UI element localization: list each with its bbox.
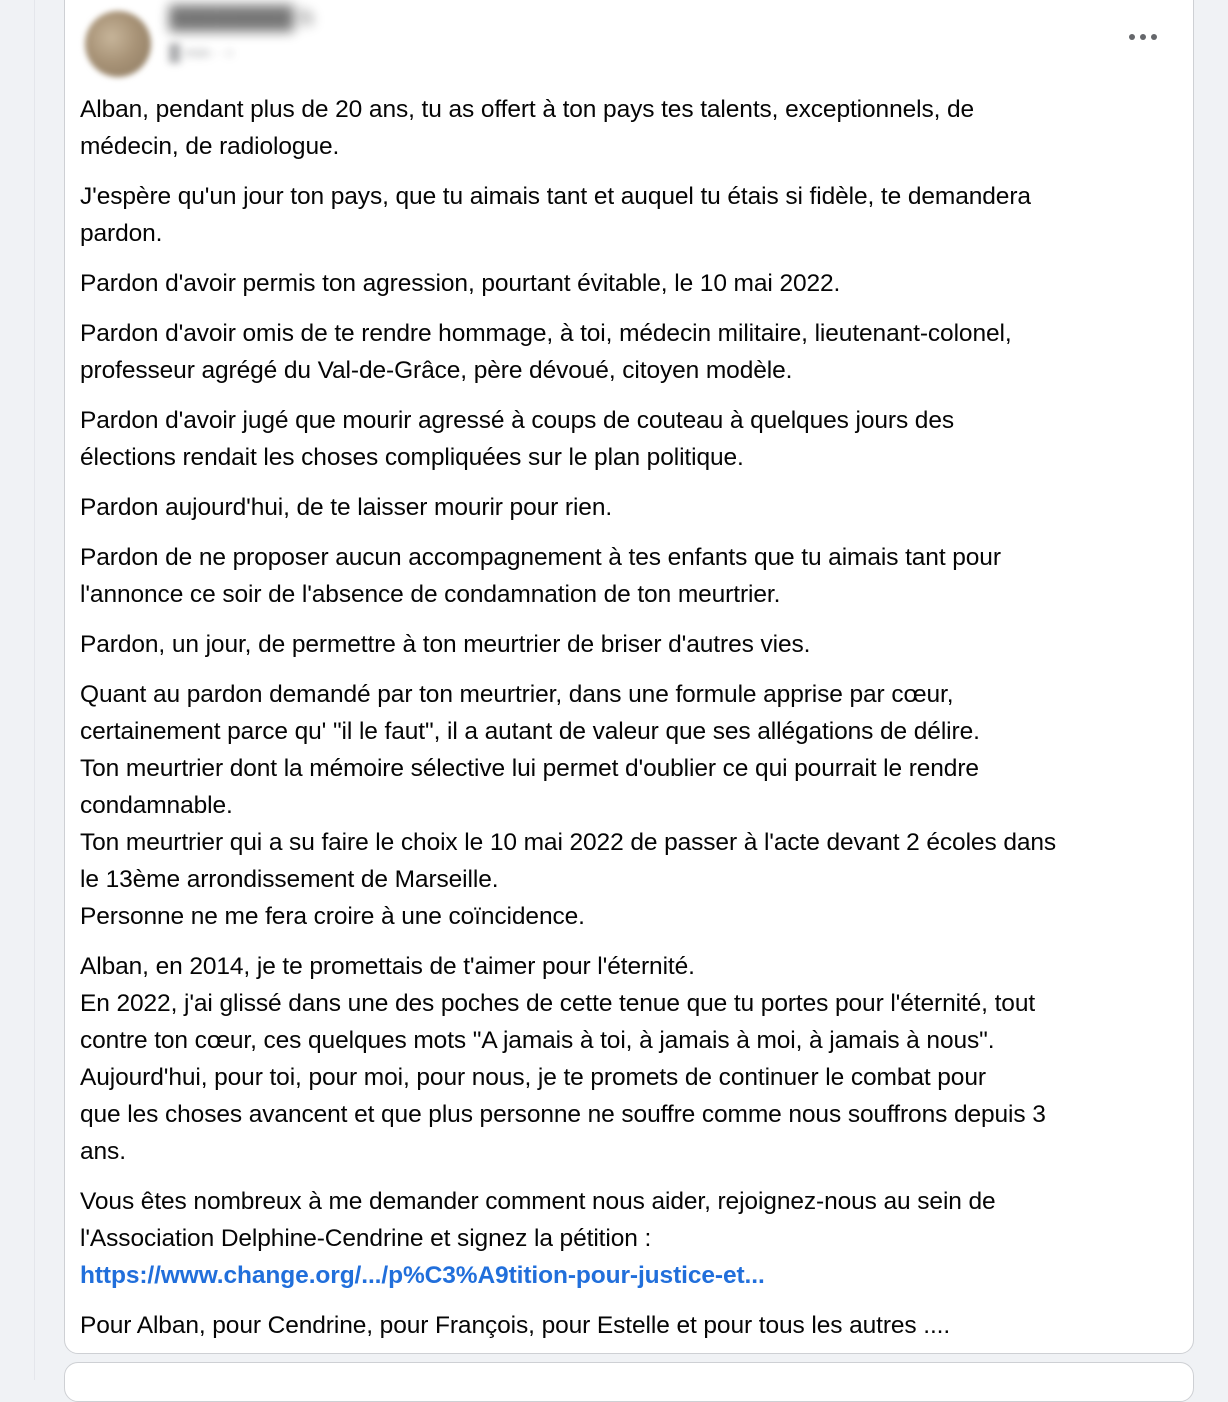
- post-paragraph: [80, 402, 1180, 476]
- paragraph-line: professeur agrégé du Val-de-Grâce, père dévoué, citoyen modèle.: [80, 357, 793, 384]
- author-name[interactable]: ████████ h: [169, 5, 314, 30]
- paragraph-line: Personne ne me fera croire à une coïncidence.: [80, 903, 585, 930]
- post-paragraph: [80, 315, 1180, 389]
- paragraph-line: Aujourd'hui, pour toi, pour moi, pour nous, je te promets de continuer le combat pour: [80, 1064, 986, 1091]
- post-header: [65, 0, 1193, 77]
- paragraph-line: médecin, de radiologue.: [80, 133, 340, 160]
- paragraph-line: Pardon, un jour, de permettre à ton meurtrier de briser d'autres vies.: [80, 631, 811, 658]
- paragraph-line: Pardon d'avoir permis ton agression, pourtant évitable, le 10 mai 2022.: [80, 270, 841, 297]
- more-options-button[interactable]: [1123, 17, 1163, 57]
- post-timestamp[interactable]: █ min · ○: [169, 45, 235, 62]
- paragraph-line: Pardon d'avoir jugé que mourir agressé à coups de couteau à quelques jours des: [80, 407, 954, 434]
- paragraph-line: Vous êtes nombreux à me demander comment nous aider, rejoignez-nous au sein de: [80, 1188, 996, 1215]
- paragraph-line: J'espère qu'un jour ton pays, que tu aimais tant et auquel tu étais si fidèle, te demandera: [80, 183, 1031, 210]
- page-sidebar-edge: [0, 0, 35, 1380]
- paragraph-line: En 2022, j'ai glissé dans une des poches de cette tenue que tu portes pour l'éternité, tout: [80, 990, 1036, 1017]
- post-paragraph: [80, 178, 1180, 252]
- post-paragraph: [80, 1307, 1180, 1344]
- post-paragraph: [80, 489, 1180, 526]
- paragraph-line: Quant au pardon demandé par ton meurtrier, dans une formule apprise par cœur,: [80, 681, 954, 708]
- paragraph-line: Pardon de ne proposer aucun accompagnement à tes enfants que tu aimais tant pour: [80, 544, 1001, 571]
- post-paragraph: [80, 265, 1180, 302]
- post-paragraph: [80, 626, 1180, 663]
- paragraph-line: l'annonce ce soir de l'absence de condamnation de ton meurtrier.: [80, 581, 781, 608]
- post-paragraph: [80, 539, 1180, 613]
- paragraph-line: Pardon aujourd'hui, de te laisser mourir pour rien.: [80, 494, 613, 521]
- paragraph-line: ans.: [80, 1138, 126, 1165]
- next-post-card: [64, 1362, 1194, 1402]
- petition-link[interactable]: https://www.change.org/.../p%C3%A9tition-pour-justice-et...: [80, 1262, 765, 1289]
- post-paragraph: [80, 91, 1180, 165]
- paragraph-line: Alban, pendant plus de 20 ans, tu as offert à ton pays tes talents, exceptionnels, de: [80, 96, 975, 123]
- paragraph-line: Ton meurtrier dont la mémoire sélective lui permet d'oublier ce qui pourrait le rendre: [80, 755, 979, 782]
- paragraph-line: Pardon d'avoir omis de te rendre hommage, à toi, médecin militaire, lieutenant-colonel,: [80, 320, 1012, 347]
- post-card: [64, 0, 1194, 1354]
- paragraph-line: l'Association Delphine-Cendrine et signez la pétition :: [80, 1225, 652, 1252]
- paragraph-line: contre ton cœur, ces quelques mots "A jamais à toi, à jamais à moi, à jamais à nous".: [80, 1027, 995, 1054]
- paragraph-line: que les choses avancent et que plus personne ne souffre comme nous souffrons depuis 3: [80, 1101, 1046, 1128]
- paragraph-line: le 13ème arrondissement de Marseille.: [80, 866, 499, 893]
- post-text: [80, 91, 1180, 1357]
- paragraph-line: Alban, en 2014, je te promettais de t'aimer pour l'éternité.: [80, 953, 695, 980]
- post-paragraph: [80, 948, 1180, 1170]
- more-horizontal-icon: [1128, 33, 1158, 41]
- paragraph-line: pardon.: [80, 220, 163, 247]
- paragraph-line: Pour Alban, pour Cendrine, pour François, pour Estelle et pour tous les autres ....: [80, 1312, 951, 1339]
- paragraph-line: certainement parce qu' "il le faut", il a autant de valeur que ses allégations de délire.: [80, 718, 980, 745]
- paragraph-line: Ton meurtrier qui a su faire le choix le 10 mai 2022 de passer à l'acte devant 2 écoles dans: [80, 829, 1057, 856]
- paragraph-line: condamnable.: [80, 792, 233, 819]
- post-paragraph: [80, 676, 1180, 935]
- post-paragraph: [80, 1183, 1180, 1294]
- avatar[interactable]: [85, 11, 151, 77]
- paragraph-line: élections rendait les choses compliquées sur le plan politique.: [80, 444, 744, 471]
